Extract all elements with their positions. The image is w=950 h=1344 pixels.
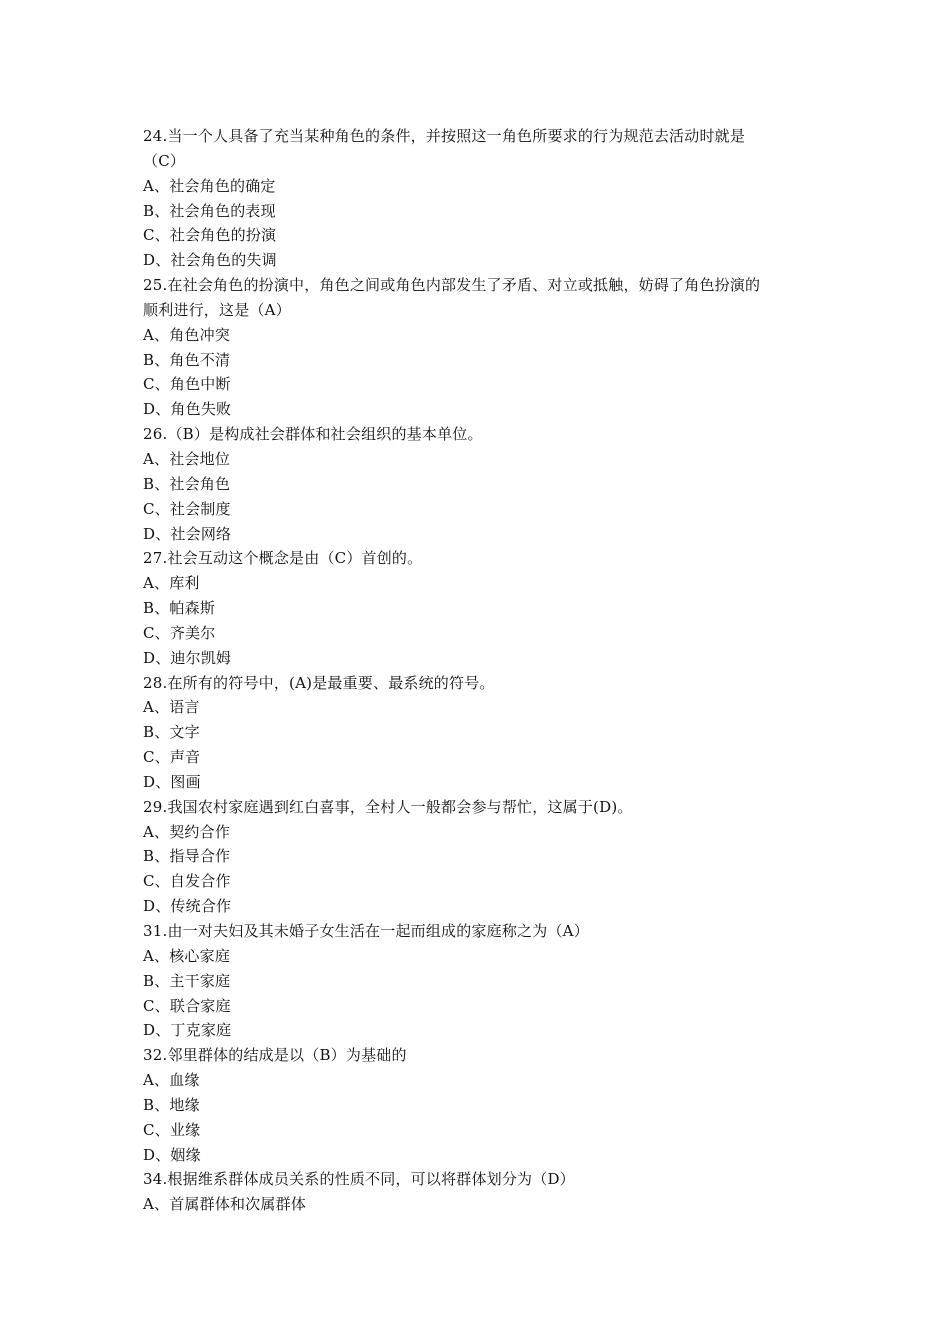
question-stem-continuation: （C） <box>143 151 186 170</box>
option-d: D、传统合作 <box>143 897 232 916</box>
question-stem: 24.当一个人具备了充当某种角色的条件，并按照这一角色所要求的行为规范去活动时就是 <box>143 127 746 145</box>
question-stem: 34.根据维系群体成员关系的性质不同，可以将群体划分为（D） <box>143 1170 575 1189</box>
option-b: B、文字 <box>143 723 200 742</box>
option-b: B、主干家庭 <box>143 971 231 990</box>
question-list <box>143 124 823 1217</box>
option-c: C、社会制度 <box>143 499 231 518</box>
option-c: C、齐美尔 <box>143 623 216 642</box>
option-a: A、契约合作 <box>143 822 231 841</box>
question-28 <box>143 671 823 795</box>
question-stem: 27.社会互动这个概念是由（C）首创的。 <box>143 549 423 568</box>
question-25 <box>143 273 823 422</box>
option-c: C、声音 <box>143 748 201 767</box>
option-d: D、姻缘 <box>143 1145 201 1164</box>
question-31 <box>143 919 823 1043</box>
option-b: B、地缘 <box>143 1095 200 1114</box>
option-b: B、角色不清 <box>143 350 231 369</box>
option-d: D、社会角色的失调 <box>143 251 277 270</box>
question-stem: 29.我国农村家庭遇到红白喜事，全村人一般都会参与帮忙，这属于(D)。 <box>143 797 633 816</box>
option-a: A、角色冲突 <box>143 325 231 344</box>
option-a: A、首属群体和次属群体 <box>143 1195 307 1214</box>
question-26 <box>143 422 823 546</box>
option-b: B、指导合作 <box>143 847 231 866</box>
option-a: A、血缘 <box>143 1071 200 1090</box>
option-d: D、角色失败 <box>143 400 232 419</box>
option-a: A、库利 <box>143 574 200 593</box>
option-c: C、角色中断 <box>143 375 231 394</box>
option-c: C、自发合作 <box>143 872 231 891</box>
option-b: B、帕森斯 <box>143 599 216 618</box>
question-24 <box>143 124 823 273</box>
question-stem: 28.在所有的符号中，(A)是最重要、最系统的符号。 <box>143 673 495 692</box>
option-c: C、业缘 <box>143 1120 201 1139</box>
question-stem-continuation: 顺利进行，这是（A） <box>143 300 291 319</box>
option-a: A、社会地位 <box>143 449 231 468</box>
option-c: C、社会角色的扮演 <box>143 226 277 245</box>
question-stem: 32.邻里群体的结成是以（B）为基础的 <box>143 1046 407 1065</box>
option-b: B、社会角色 <box>143 474 231 493</box>
question-29 <box>143 795 823 919</box>
question-27 <box>143 546 823 670</box>
option-a: A、核心家庭 <box>143 946 231 965</box>
option-b: B、社会角色的表现 <box>143 201 276 220</box>
option-c: C、联合家庭 <box>143 996 231 1015</box>
question-32 <box>143 1043 823 1167</box>
option-a: A、语言 <box>143 698 200 717</box>
option-d: D、丁克家庭 <box>143 1021 232 1040</box>
question-stem: 25.在社会角色的扮演中，角色之间或角色内部发生了矛盾、对立或抵触，妨碍了角色扮演的 <box>143 276 761 295</box>
question-stem: 26.（B）是构成社会群体和社会组织的基本单位。 <box>143 425 483 444</box>
option-d: D、社会网络 <box>143 524 232 543</box>
option-d: D、图画 <box>143 772 201 791</box>
option-a: A、社会角色的确定 <box>143 176 276 195</box>
option-d: D、迪尔凯姆 <box>143 648 232 667</box>
question-34 <box>143 1167 823 1217</box>
question-stem: 31.由一对夫妇及其未婚子女生活在一起而组成的家庭称之为（A） <box>143 922 589 940</box>
